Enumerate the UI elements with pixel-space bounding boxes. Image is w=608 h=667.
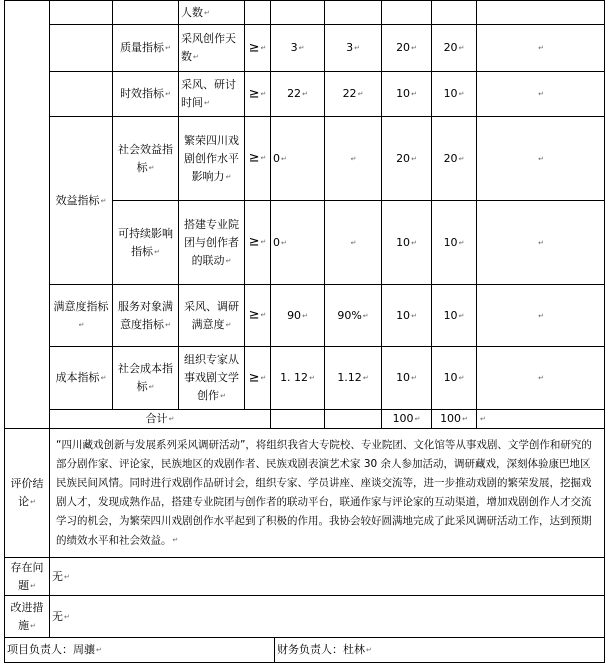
return-mark: ↵	[204, 8, 210, 17]
target-value: 90	[287, 308, 302, 322]
primary-indicator-cell	[50, 72, 113, 117]
indicator-cell	[179, 285, 245, 347]
project-lead-name: 周骧	[73, 643, 95, 656]
measures-text-cell	[50, 596, 605, 638]
target-cell	[271, 25, 325, 72]
return-mark: ↵	[204, 99, 210, 107]
return-mark: ↵	[538, 311, 544, 320]
return-mark: ↵	[366, 646, 372, 654]
total-score-cell	[432, 410, 477, 429]
return-mark: ↵	[148, 383, 155, 391]
return-mark: ↵	[30, 621, 36, 630]
return-mark: ↵	[458, 44, 465, 52]
return-mark: ↵	[414, 415, 421, 423]
weight-value: 20	[396, 151, 411, 165]
total-label: 合计	[145, 412, 168, 425]
return-mark: ↵	[154, 247, 160, 256]
indicator-text: 人数	[181, 5, 203, 19]
table-row	[5, 347, 605, 410]
weight-cell	[382, 285, 432, 347]
actual-cell	[325, 72, 382, 117]
project-lead-cell	[5, 638, 275, 663]
return-mark: ↵	[458, 154, 465, 163]
score-cell	[432, 25, 477, 72]
issues-text: 无	[52, 569, 63, 583]
measures-text: 无	[52, 609, 63, 623]
table-row	[5, 25, 605, 72]
measures-label-cell	[5, 596, 50, 638]
operator-cell	[245, 25, 271, 72]
score-value: 20	[443, 151, 458, 165]
project-lead-label: 项目负责人：	[7, 643, 73, 656]
issues-text-cell	[50, 558, 605, 596]
target-cell	[271, 201, 325, 285]
table-row	[5, 117, 605, 201]
total-score: 100	[440, 412, 462, 425]
total-target-cell	[271, 410, 325, 429]
indicator-cell	[179, 72, 245, 117]
conclusion-table	[4, 428, 605, 638]
indicator-text: 采风、调研满意度	[184, 299, 239, 331]
table-row	[5, 72, 605, 117]
return-mark: ↵	[64, 572, 70, 581]
primary-indicator-text: 效益指标	[55, 193, 100, 207]
return-mark: ↵	[78, 320, 85, 329]
secondary-indicator-cell	[113, 1, 179, 25]
score-cell	[432, 285, 477, 347]
return-mark: ↵	[260, 238, 267, 247]
actual-cell	[325, 25, 382, 72]
target-value: 1. 12	[280, 371, 309, 384]
return-mark: ↵	[193, 53, 199, 61]
primary-indicator-cell	[50, 1, 113, 25]
signature-row	[5, 638, 605, 663]
indicator-text: 采风创作天数	[181, 32, 236, 63]
secondary-indicator-cell	[113, 347, 179, 410]
operator-text: ≥	[248, 234, 260, 250]
return-mark: ↵	[281, 238, 287, 247]
return-mark: ↵	[538, 238, 544, 247]
score-value: 10	[443, 371, 458, 384]
weight-value: 10	[396, 371, 411, 384]
evaluation-text: “四川藏戏创新与发展系列采风调研活动”，将组织我省大专院校、专业院团、文化馆等从事戏剧、文学创作和研究的部分剧作家、评论家，民族地区的戏剧作者、民族戏剧表演艺术家 30 余人参加活动，调研藏戏，深刻体验康巴地区民族民间风情。同时进行戏剧作品研讨会，组织专家、学员讲座、座谈交流等，进一步推动戏剧的繁荣发展，挖掘戏剧人才，发现成熟作品，搭建专业院团与创作者的联动平台，联通作家与评论家的互动渠道，增加戏剧创作人才交流学习的机会，为繁荣四川戏剧创作水平起到了积极的作用。我协会较好圆满地完成了此采风调研活动工作，达到预期的绩效水平和社会效益。	[56, 438, 592, 547]
measures-label: 改进措施	[10, 600, 44, 632]
return-mark: ↵	[362, 311, 369, 320]
weight-cell	[382, 117, 432, 201]
score-cell	[432, 117, 477, 201]
note-cell	[477, 1, 605, 25]
evaluation-row	[5, 429, 605, 558]
total-weight-cell	[382, 410, 432, 429]
operator-cell	[245, 285, 271, 347]
indicator-text: 组织专家从事戏剧文学创作	[184, 353, 239, 402]
return-mark: ↵	[225, 320, 232, 329]
return-mark: ↵	[538, 44, 544, 52]
operator-cell	[245, 117, 271, 201]
return-mark: ↵	[309, 374, 315, 382]
return-mark: ↵	[64, 612, 70, 621]
score-value: 10	[443, 308, 458, 322]
return-mark: ↵	[302, 311, 308, 320]
actual-value: 1.12	[337, 371, 362, 384]
target-value: 3	[290, 41, 298, 54]
weight-cell	[382, 1, 432, 25]
return-mark: ↵	[260, 43, 267, 52]
primary-indicator-text: 满意度指标	[53, 299, 109, 313]
target-cell	[271, 347, 325, 410]
indicator-cell	[179, 1, 245, 25]
return-mark: ↵	[411, 154, 417, 163]
measures-row	[5, 596, 605, 638]
target-cell	[271, 285, 325, 347]
return-mark: ↵	[165, 90, 171, 98]
target-cell	[271, 72, 325, 117]
indicator-cell	[179, 347, 245, 410]
evaluation-text-cell	[50, 429, 605, 558]
return-mark: ↵	[225, 256, 232, 265]
score-value: 20	[443, 41, 458, 54]
actual-value: 3	[346, 41, 354, 54]
issues-label: 存在问题	[10, 560, 44, 592]
secondary-indicator-text: 服务对象满意度指标	[118, 299, 173, 331]
actual-cell	[325, 201, 382, 285]
actual-cell	[325, 117, 382, 201]
target-cell	[271, 117, 325, 201]
return-mark: ↵	[462, 415, 468, 423]
secondary-indicator-text: 社会效益指标	[118, 142, 173, 174]
evaluation-label-cell	[5, 429, 50, 558]
return-mark: ↵	[458, 311, 465, 320]
actual-value: 22	[342, 87, 357, 100]
primary-indicator-cell	[50, 117, 113, 285]
return-mark: ↵	[165, 44, 171, 52]
primary-indicator-cell	[50, 25, 113, 72]
return-mark: ↵	[30, 498, 36, 506]
finance-lead-cell	[275, 638, 605, 663]
primary-indicator-cell	[50, 347, 113, 410]
actual-value: 90%	[337, 308, 362, 322]
return-mark: ↵	[411, 44, 417, 52]
return-mark: ↵	[96, 646, 102, 654]
table-row	[5, 285, 605, 347]
score-cell	[432, 72, 477, 117]
return-mark: ↵	[148, 163, 155, 172]
return-mark: ↵	[458, 90, 465, 98]
return-mark: ↵	[538, 154, 544, 163]
target-cell	[271, 1, 325, 25]
operator-text: ≥	[248, 40, 260, 56]
return-mark: ↵	[458, 238, 465, 247]
return-mark: ↵	[302, 90, 308, 98]
indicator-text: 搭建专业院团与创作者的联动	[184, 217, 239, 267]
issues-row	[5, 558, 605, 596]
signature-table	[4, 637, 605, 663]
return-mark: ↵	[480, 415, 486, 423]
issues-label-cell	[5, 558, 50, 596]
total-note-cell	[477, 410, 605, 429]
secondary-indicator-cell	[113, 117, 179, 201]
secondary-indicator-text: 质量指标	[120, 41, 165, 54]
weight-cell	[382, 72, 432, 117]
weight-value: 10	[396, 235, 411, 249]
score-value: 10	[443, 235, 458, 249]
total-label-cell	[50, 410, 271, 429]
return-mark: ↵	[30, 581, 36, 590]
operator-cell	[245, 1, 271, 25]
weight-value: 10	[396, 308, 411, 322]
primary-indicator-text: 成本指标	[55, 371, 100, 384]
return-mark: ↵	[100, 196, 107, 205]
operator-text: ≥	[248, 307, 260, 323]
operator-cell	[245, 201, 271, 285]
score-cell	[432, 347, 477, 410]
primary-indicator-cell	[50, 285, 113, 347]
score-cell	[432, 1, 477, 25]
total-row	[5, 410, 605, 429]
finance-lead-label: 财务负责人：	[277, 643, 343, 656]
indicator-cell	[179, 201, 245, 285]
note-cell	[477, 201, 605, 285]
secondary-indicator-cell	[113, 25, 179, 72]
indicator-cell	[179, 25, 245, 72]
return-mark: ↵	[100, 374, 107, 382]
return-mark: ↵	[411, 374, 417, 382]
secondary-indicator-cell	[113, 201, 179, 285]
performance-evaluation-table-container	[4, 0, 604, 663]
actual-cell	[325, 347, 382, 410]
secondary-indicator-cell	[113, 285, 179, 347]
note-cell	[477, 347, 605, 410]
score-value: 10	[443, 87, 458, 100]
section-label-cell	[5, 1, 50, 429]
operator-text: ≥	[248, 370, 260, 386]
secondary-indicator-text: 可持续影响指标	[118, 226, 173, 258]
return-mark: ↵	[260, 373, 267, 382]
return-mark: ↵	[220, 392, 226, 400]
indicator-text: 繁荣四川戏剧创作水平影响力	[184, 133, 239, 183]
return-mark: ↵	[168, 415, 175, 423]
performance-evaluation-table	[4, 0, 605, 429]
target-value: 22	[287, 87, 302, 100]
note-cell	[477, 72, 605, 117]
total-actual-cell	[325, 410, 382, 429]
indicator-text: 采风、研讨时间	[181, 78, 236, 109]
weight-cell	[382, 25, 432, 72]
finance-lead-name: 杜林	[343, 643, 365, 656]
target-value: 0	[273, 151, 280, 165]
return-mark: ↵	[458, 374, 465, 382]
score-cell	[432, 201, 477, 285]
return-mark: ↵	[357, 90, 364, 98]
actual-cell	[325, 285, 382, 347]
return-mark: ↵	[350, 154, 357, 163]
evaluation-label: 评价结论	[10, 477, 44, 508]
return-mark: ↵	[165, 320, 171, 329]
return-mark: ↵	[354, 44, 360, 52]
weight-cell	[382, 201, 432, 285]
return-mark: ↵	[281, 154, 287, 163]
return-mark: ↵	[260, 311, 267, 320]
return-mark: ↵	[411, 311, 417, 320]
note-cell	[477, 285, 605, 347]
secondary-indicator-text: 社会成本指标	[118, 362, 173, 393]
return-mark: ↵	[172, 535, 179, 544]
total-weight: 100	[392, 412, 414, 425]
table-row	[5, 1, 605, 25]
return-mark: ↵	[538, 90, 544, 98]
return-mark: ↵	[362, 374, 369, 382]
note-cell	[477, 117, 605, 201]
weight-value: 10	[396, 87, 411, 100]
note-cell	[477, 25, 605, 72]
secondary-indicator-cell	[113, 72, 179, 117]
operator-cell	[245, 72, 271, 117]
return-mark: ↵	[225, 172, 232, 181]
return-mark: ↵	[298, 44, 305, 52]
actual-cell	[325, 1, 382, 25]
weight-value: 20	[396, 41, 411, 54]
target-value: 0	[273, 235, 280, 249]
operator-text: ≥	[248, 86, 260, 102]
operator-text: ≥	[248, 150, 260, 166]
return-mark: ↵	[538, 374, 544, 382]
operator-cell	[245, 347, 271, 410]
return-mark: ↵	[350, 238, 357, 247]
secondary-indicator-text: 时效指标	[120, 87, 165, 100]
return-mark: ↵	[411, 238, 417, 247]
return-mark: ↵	[411, 90, 417, 98]
return-mark: ↵	[260, 154, 267, 163]
return-mark: ↵	[260, 89, 267, 98]
weight-cell	[382, 347, 432, 410]
indicator-cell	[179, 117, 245, 201]
